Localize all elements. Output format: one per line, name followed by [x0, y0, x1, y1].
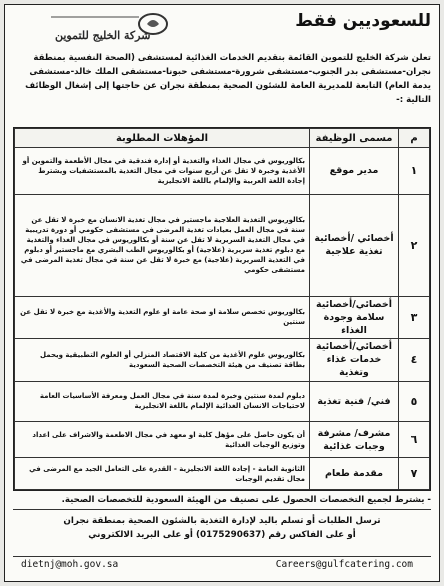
row-number: ٥: [399, 381, 430, 421]
job-requirements: بكالوريوس علوم الأغذية من كلية الاقتصاد المنزلي أو العلوم التطبيقية ويحمل بطاقة تصنيف من هيئة التخصصات الصحية السعودية: [15, 339, 310, 381]
job-advertisement: [4, 4, 440, 582]
company-logo: [49, 11, 169, 45]
company-name: شركة الخليج للتموين: [55, 29, 151, 42]
table-row: [15, 422, 430, 458]
col-qualifications-header: المؤهلات المطلوبة: [15, 129, 310, 148]
job-title: أخصائي /أخصائية تغذية علاجية: [310, 194, 399, 296]
table-row: [15, 458, 430, 490]
job-requirements: أن يكون حاصل على مؤهل كلية او معهد في مجال الاطعمة والاشراف على اعداد وتوزيع الوجبات الغذائية: [15, 422, 310, 458]
table-row: [15, 296, 430, 338]
col-title-header: مسمى الوظيفة: [310, 129, 399, 148]
instructions-line-2: أو على الفاكس رقم (0175290637) أو على البريد الالكتروني: [88, 530, 356, 540]
moh-email-link[interactable]: dietnj@moh.gov.sa: [21, 559, 119, 570]
table-row: [15, 194, 430, 296]
application-instructions: [13, 509, 431, 557]
table-row: [15, 381, 430, 421]
contact-emails: [13, 557, 431, 575]
job-title: أخصائي/أخصائية خدمات غذاء وتغذية: [310, 339, 399, 381]
table-header-row: [15, 129, 430, 148]
classification-note: - يشترط لجميع التخصصات الحصول على تصنيف من الهيئة السعودية للتخصصات الصحية.: [61, 495, 431, 505]
job-title: مشرف/ مشرفة وجبات غذائية: [310, 422, 399, 458]
row-number: ٢: [399, 194, 430, 296]
row-number: ٦: [399, 422, 430, 458]
job-title: مقدمة طعام: [310, 458, 399, 490]
table-row: [15, 148, 430, 195]
careers-email-link[interactable]: Careers@gulfcatering.com: [275, 559, 413, 570]
jobs-table: [13, 127, 431, 491]
intro-paragraph: تعلن شركة الخليج للتموين القائمة بتقديم الخدمات الغذائية لمستشفى (الصحة النفسية بمنطقة نجران-مستشفى بدر الجنوب-مستشفى شرورة-مستشفى حبونا-مستشفى الملك خالد-مستشفى يدمة العام) التابعة للمديرية العامة للشئون الصحية بمنطقة نجران عن حاجتها إلى إشغال الوظائف التالية :-: [25, 53, 431, 105]
job-requirements: بكالوريوس في مجال الغذاء والتغذية أو إدارة فندقية في مجال الأطعمة والتموين أو الأغذية وخبرة لا تقل عن أربع سنوات في مجال التغذية بالمستشفيات ويشترط إجادة اللغة العربية والإلمام باللغة الانجليزية: [15, 148, 310, 195]
row-number: ٣: [399, 296, 430, 338]
job-requirements: دبلوم لمدة سنتين وخبرة لمدة سنة في مجال العمل ومعرفة الأساسيات العامة لاحتياجات الانسان الغذائية الإلمام باللغة الانجليزية: [15, 381, 310, 421]
job-title: فني/ فنية تغذية: [310, 381, 399, 421]
table-row: [15, 339, 430, 381]
job-title: أخصائي/أخصائية سلامة وجودة الغذاء: [310, 296, 399, 338]
col-number-header: م: [399, 129, 430, 148]
instructions-line-1: ترسل الطلبات أو تسلم باليد لإدارة التغذية بالشئون الصحية بمنطقة نجران: [63, 516, 381, 526]
job-requirements: بكالوريوس تخصص سلامة او صحة عامة او علوم التغذية والأغذية مع خبرة لا تقل عن سنتين: [15, 296, 310, 338]
row-number: ١: [399, 148, 430, 195]
saudi-only-heading: للسعوديين فقط: [295, 11, 431, 31]
row-number: ٧: [399, 458, 430, 490]
job-requirements: الثانوية العامة - إجادة اللغة الانجليزية - القدرة على التعامل الجيد مع المرضى في مجال تقديم الوجبات: [15, 458, 310, 490]
job-requirements: بكالوريوس التغذية العلاجية ماجستير في مجال تغذية الانسان مع خبرة لا تقل عن سنة في مجال العمل بعيادات تغذية المرضى في مستشفى حكومي أو دورة تدريبية في مجال التغذية السريرية لا تقل عن سنة أو بكالوريوس في مجال الغذاء والتغذية مع دبلوم تغذية سريرية (علاجية) أو بكالوريوس الطب البشري مع ماجستير أو دبلوم في التغذية السريرية (علاجية) مع خبرة لا تقل عن سنة في مجال تغذية المرضى في مستشفى حكومي: [15, 194, 310, 296]
row-number: ٤: [399, 339, 430, 381]
header: [5, 5, 439, 49]
job-title: مدير موقع: [310, 148, 399, 195]
